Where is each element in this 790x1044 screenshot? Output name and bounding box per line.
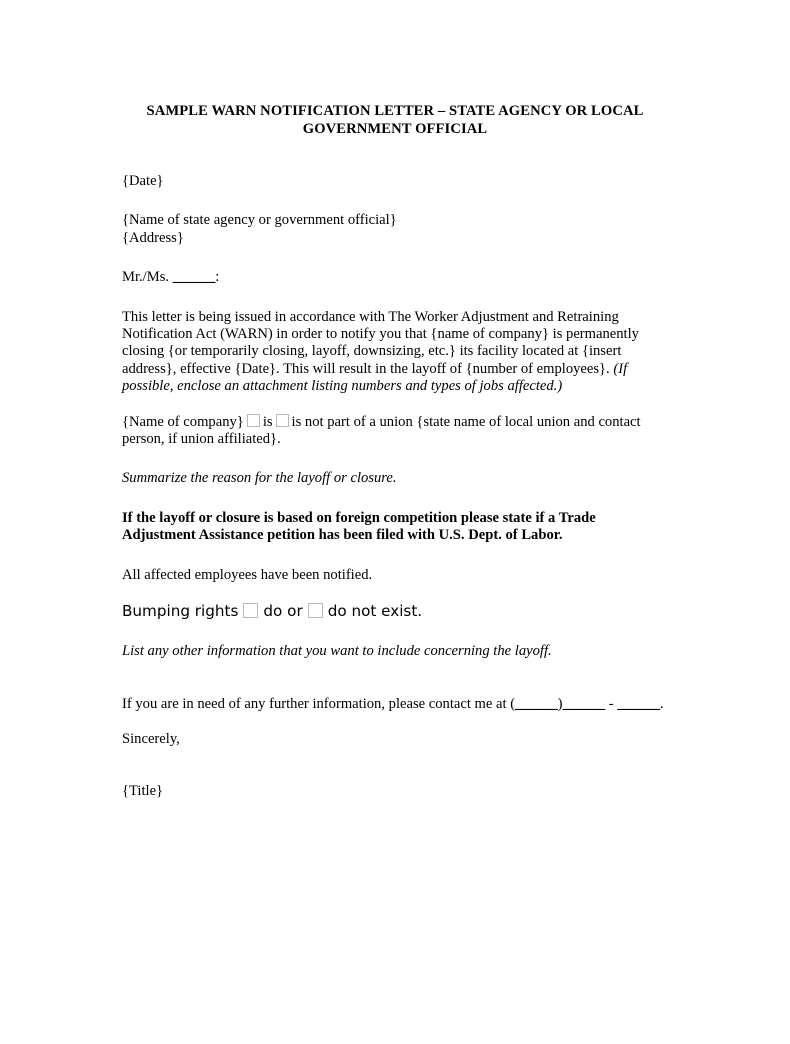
union-is-checkbox[interactable] xyxy=(247,414,260,427)
bumping-rights-do-label: do or xyxy=(263,602,303,621)
main-paragraph-italic: (If possible, enclose an attachment listing numbers and types of jobs affected.) xyxy=(122,360,628,395)
spacer xyxy=(122,661,670,696)
salutation-line xyxy=(122,269,670,286)
closing-salutation: Sincerely, xyxy=(122,730,180,747)
spacer xyxy=(122,448,670,470)
salutation-blank: ______ xyxy=(172,269,216,286)
spacer xyxy=(122,545,670,567)
union-is-not-checkbox[interactable] xyxy=(276,414,289,427)
spacer xyxy=(122,621,670,643)
contact-paren-close: ) xyxy=(557,695,563,712)
salutation-suffix: : xyxy=(215,269,220,286)
contact-prefix-blank: ______ xyxy=(562,695,606,712)
main-paragraph-plain: This letter is being issued in accordance with The Worker Adjustment and Retraining Notification Act (WARN) in order to notify you that {name of company} is permanently closing {or temporarily closing, layoff, downsizing, etc.} its facility located at {insert address}, effective {Date}. This will result in the layoff of {number of employees}. xyxy=(122,308,639,377)
date-placeholder: {Date} xyxy=(122,173,164,189)
contact-area-code-blank: ______ xyxy=(515,695,558,712)
spacer xyxy=(122,748,670,783)
contact-prefix: If you are in need of any further information, please contact me at ( xyxy=(122,695,516,712)
spacer xyxy=(122,287,670,309)
bumping-rights-do-checkbox[interactable] xyxy=(243,603,258,618)
notified-statement: All affected employees have been notified. xyxy=(122,566,373,583)
signature-title: {Title} xyxy=(122,783,164,800)
summarize-instruction: Summarize the reason for the layoff or closure. xyxy=(122,470,397,487)
union-company-placeholder: {Name of company} xyxy=(122,413,244,430)
bumping-rights-line xyxy=(122,602,670,621)
spacer xyxy=(122,247,670,269)
union-is-not-label: is not part of a union {state name of local union and contact person, if union affiliated}. xyxy=(122,413,641,448)
bumping-rights-label: Bumping rights xyxy=(122,602,239,621)
contact-number-blank: ______ xyxy=(617,695,660,712)
list-other-instruction: List any other information that you want to include concerning the layoff. xyxy=(122,643,552,660)
spacer xyxy=(122,396,670,414)
recipient-name: {Name of state agency or government official} xyxy=(122,212,397,229)
spacer xyxy=(122,713,670,731)
bumping-rights-do-not-label: do not exist. xyxy=(327,602,423,621)
spacer xyxy=(122,488,670,510)
foreign-competition-notice: If the layoff or closure is based on foreign competition please state if a Trade Adjustment Assistance petition has been filed with U.S. Dept. of Labor. xyxy=(122,509,596,544)
spacer xyxy=(122,190,670,212)
union-is-label: is xyxy=(262,413,273,430)
title-line-1: SAMPLE WARN NOTIFICATION LETTER – STATE AGENCY OR LOCAL xyxy=(146,103,644,119)
document-body xyxy=(122,173,670,801)
contact-suffix: . xyxy=(659,695,664,712)
title-line-2: GOVERNMENT OFFICIAL xyxy=(302,120,488,137)
contact-dash: - xyxy=(605,695,618,712)
document-title xyxy=(122,103,668,138)
union-paragraph xyxy=(122,414,670,449)
spacer xyxy=(122,584,670,602)
bumping-rights-do-not-checkbox[interactable] xyxy=(308,603,323,618)
recipient-address: {Address} xyxy=(122,229,184,246)
contact-line xyxy=(122,696,670,713)
salutation-prefix: Mr./Ms. xyxy=(122,269,173,286)
main-paragraph xyxy=(122,309,670,396)
